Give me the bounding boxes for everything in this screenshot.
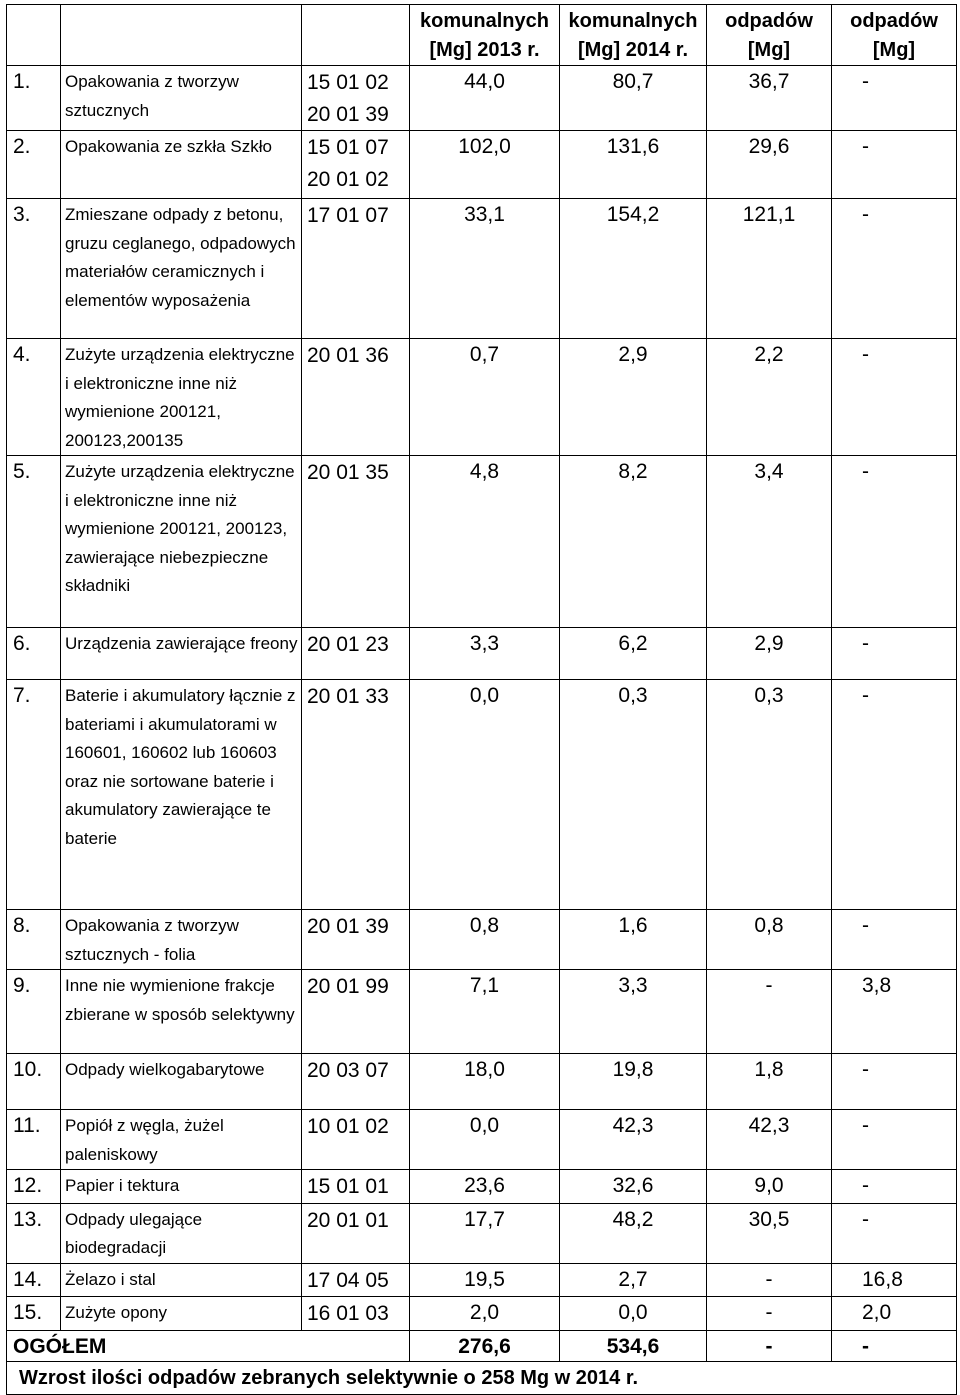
waste-code: 20 01 33 bbox=[302, 680, 410, 910]
waste-table bbox=[6, 4, 957, 1395]
value-2014: 32,6 bbox=[560, 1170, 707, 1204]
header-row bbox=[7, 5, 957, 66]
value-decrease: - bbox=[832, 131, 957, 199]
waste-name: Odpady wielkogabarytowe bbox=[61, 1054, 302, 1110]
waste-code: 15 01 02 20 01 39 bbox=[302, 66, 410, 131]
waste-code: 20 01 36 bbox=[302, 339, 410, 456]
header-name-cell bbox=[61, 5, 302, 66]
value-decrease: - bbox=[832, 1110, 957, 1170]
table-row bbox=[7, 199, 957, 339]
value-2014: 0,3 bbox=[560, 680, 707, 910]
value-2013: 44,0 bbox=[410, 66, 560, 131]
waste-code: 15 01 01 bbox=[302, 1170, 410, 1204]
table-row bbox=[7, 1263, 957, 1297]
value-increase: - bbox=[707, 1263, 832, 1297]
row-number: 3. bbox=[7, 199, 61, 339]
header-decr-line1: odpadów bbox=[850, 10, 938, 32]
waste-name: Żelazo i stal bbox=[61, 1263, 302, 1297]
row-number: 11. bbox=[7, 1110, 61, 1170]
header-2013 bbox=[410, 5, 560, 66]
value-2013: 17,7 bbox=[410, 1203, 560, 1263]
waste-name: Urządzenia zawierające freony bbox=[61, 628, 302, 680]
waste-code: 16 01 03 bbox=[302, 1297, 410, 1331]
value-increase: - bbox=[707, 1297, 832, 1331]
table-row bbox=[7, 680, 957, 910]
waste-name: Popiół z węgla, żużel paleniskowy bbox=[61, 1110, 302, 1170]
total-decrease: - bbox=[832, 1330, 957, 1361]
value-increase: 29,6 bbox=[707, 131, 832, 199]
waste-code: 20 01 39 bbox=[302, 910, 410, 970]
value-2014: 42,3 bbox=[560, 1110, 707, 1170]
header-decr-line2: [Mg] bbox=[872, 39, 916, 61]
value-2014: 48,2 bbox=[560, 1203, 707, 1263]
row-number: 2. bbox=[7, 131, 61, 199]
value-decrease: - bbox=[832, 910, 957, 970]
row-number: 15. bbox=[7, 1297, 61, 1331]
header-code-cell bbox=[302, 5, 410, 66]
header-diff-line2: [Mg] bbox=[747, 39, 791, 61]
waste-name: Zużyte urządzenia elektryczne i elektroniczne inne niż wymienione 200121, 200123, zawierające niebezpieczne składniki bbox=[61, 456, 302, 628]
value-decrease: 3,8 bbox=[832, 970, 957, 1054]
waste-code: 20 03 07 bbox=[302, 1054, 410, 1110]
table-row bbox=[7, 1110, 957, 1170]
table-row bbox=[7, 456, 957, 628]
value-2013: 0,0 bbox=[410, 1110, 560, 1170]
value-increase: 42,3 bbox=[707, 1110, 832, 1170]
row-number: 6. bbox=[7, 628, 61, 680]
waste-name: Opakowania z tworzyw sztucznych bbox=[61, 66, 302, 131]
waste-name: Baterie i akumulatory łącznie z bateriami i akumulatorami w 160601, 160602 lub 160603 oraz nie sortowane baterie i akumulatory zawierające te baterie bbox=[61, 680, 302, 910]
value-decrease: - bbox=[832, 199, 957, 339]
waste-code: 10 01 02 bbox=[302, 1110, 410, 1170]
summary-note: Wzrost ilości odpadów zebranych selektywnie o 258 Mg w 2014 r. bbox=[7, 1361, 957, 1394]
waste-name: Papier i tektura bbox=[61, 1170, 302, 1204]
waste-name: Zużyte urządzenia elektryczne i elektroniczne inne niż wymienione 200121, 200123,200135 bbox=[61, 339, 302, 456]
waste-code: 17 01 07 bbox=[302, 199, 410, 339]
waste-code: 15 01 07 20 01 02 bbox=[302, 131, 410, 199]
value-increase: 121,1 bbox=[707, 199, 832, 339]
row-number: 1. bbox=[7, 66, 61, 131]
value-2013: 0,8 bbox=[410, 910, 560, 970]
value-decrease: - bbox=[832, 1170, 957, 1204]
table-row bbox=[7, 910, 957, 970]
value-2014: 1,6 bbox=[560, 910, 707, 970]
row-number: 8. bbox=[7, 910, 61, 970]
value-decrease: - bbox=[832, 339, 957, 456]
waste-name: Inne nie wymienione frakcje zbierane w sposób selektywny bbox=[61, 970, 302, 1054]
header-2013-line1: komunalnych bbox=[420, 10, 549, 32]
value-2013: 33,1 bbox=[410, 199, 560, 339]
value-increase: 0,8 bbox=[707, 910, 832, 970]
value-2013: 23,6 bbox=[410, 1170, 560, 1204]
value-2013: 7,1 bbox=[410, 970, 560, 1054]
table-row bbox=[7, 628, 957, 680]
waste-name: Zmieszane odpady z betonu, gruzu ceglanego, odpadowych materiałów ceramicznych i elementów wyposażenia bbox=[61, 199, 302, 339]
row-number: 10. bbox=[7, 1054, 61, 1110]
value-increase: 1,8 bbox=[707, 1054, 832, 1110]
waste-code: 20 01 99 bbox=[302, 970, 410, 1054]
value-2014: 131,6 bbox=[560, 131, 707, 199]
table-row bbox=[7, 339, 957, 456]
value-2013: 3,3 bbox=[410, 628, 560, 680]
table-row bbox=[7, 66, 957, 131]
row-number: 13. bbox=[7, 1203, 61, 1263]
waste-code: 20 01 35 bbox=[302, 456, 410, 628]
total-label: OGÓŁEM bbox=[7, 1330, 410, 1361]
value-decrease: - bbox=[832, 66, 957, 131]
table-row bbox=[7, 1054, 957, 1110]
value-2013: 0,0 bbox=[410, 680, 560, 910]
row-number: 4. bbox=[7, 339, 61, 456]
header-decr bbox=[832, 5, 957, 66]
row-number: 7. bbox=[7, 680, 61, 910]
waste-name: Opakowania z tworzyw sztucznych - folia bbox=[61, 910, 302, 970]
waste-name: Odpady ulegające biodegradacji bbox=[61, 1203, 302, 1263]
waste-code: 17 04 05 bbox=[302, 1263, 410, 1297]
table-row bbox=[7, 131, 957, 199]
header-2014-line1: komunalnych bbox=[568, 10, 698, 32]
waste-name: Zużyte opony bbox=[61, 1297, 302, 1331]
value-2014: 8,2 bbox=[560, 456, 707, 628]
header-2014 bbox=[560, 5, 707, 66]
header-2014-line2: [Mg] 2014 r. bbox=[577, 39, 689, 61]
value-decrease: - bbox=[832, 628, 957, 680]
value-2014: 3,3 bbox=[560, 970, 707, 1054]
row-number: 12. bbox=[7, 1170, 61, 1204]
value-increase: 30,5 bbox=[707, 1203, 832, 1263]
table-row bbox=[7, 1297, 957, 1331]
waste-code: 20 01 23 bbox=[302, 628, 410, 680]
value-2013: 102,0 bbox=[410, 131, 560, 199]
value-2014: 0,0 bbox=[560, 1297, 707, 1331]
value-2014: 6,2 bbox=[560, 628, 707, 680]
row-number: 14. bbox=[7, 1263, 61, 1297]
header-2013-line2: [Mg] 2013 r. bbox=[429, 39, 540, 61]
value-decrease: - bbox=[832, 1054, 957, 1110]
row-number: 5. bbox=[7, 456, 61, 628]
value-2014: 80,7 bbox=[560, 66, 707, 131]
value-2014: 2,9 bbox=[560, 339, 707, 456]
value-increase: 2,9 bbox=[707, 628, 832, 680]
waste-code: 20 01 01 bbox=[302, 1203, 410, 1263]
total-2014: 534,6 bbox=[560, 1330, 707, 1361]
value-decrease: - bbox=[832, 1203, 957, 1263]
total-2013: 276,6 bbox=[410, 1330, 560, 1361]
value-2013: 0,7 bbox=[410, 339, 560, 456]
header-nr-cell bbox=[7, 5, 61, 66]
value-increase: 0,3 bbox=[707, 680, 832, 910]
row-number: 9. bbox=[7, 970, 61, 1054]
value-increase: 2,2 bbox=[707, 339, 832, 456]
value-2014: 19,8 bbox=[560, 1054, 707, 1110]
header-diff bbox=[707, 5, 832, 66]
table-row bbox=[7, 1170, 957, 1204]
value-decrease: 2,0 bbox=[832, 1297, 957, 1331]
waste-name: Opakowania ze szkła Szkło bbox=[61, 131, 302, 199]
value-2013: 2,0 bbox=[410, 1297, 560, 1331]
value-increase: 3,4 bbox=[707, 456, 832, 628]
value-2014: 154,2 bbox=[560, 199, 707, 339]
total-increase: - bbox=[707, 1330, 832, 1361]
value-2013: 4,8 bbox=[410, 456, 560, 628]
value-increase: 36,7 bbox=[707, 66, 832, 131]
value-2013: 18,0 bbox=[410, 1054, 560, 1110]
value-increase: 9,0 bbox=[707, 1170, 832, 1204]
value-decrease: - bbox=[832, 680, 957, 910]
total-row bbox=[7, 1330, 957, 1361]
value-2013: 19,5 bbox=[410, 1263, 560, 1297]
table-row bbox=[7, 970, 957, 1054]
summary-row bbox=[7, 1361, 957, 1394]
value-increase: - bbox=[707, 970, 832, 1054]
value-2014: 2,7 bbox=[560, 1263, 707, 1297]
value-decrease: 16,8 bbox=[832, 1263, 957, 1297]
value-decrease: - bbox=[832, 456, 957, 628]
table-row bbox=[7, 1203, 957, 1263]
header-diff-line1: odpadów bbox=[725, 10, 813, 32]
